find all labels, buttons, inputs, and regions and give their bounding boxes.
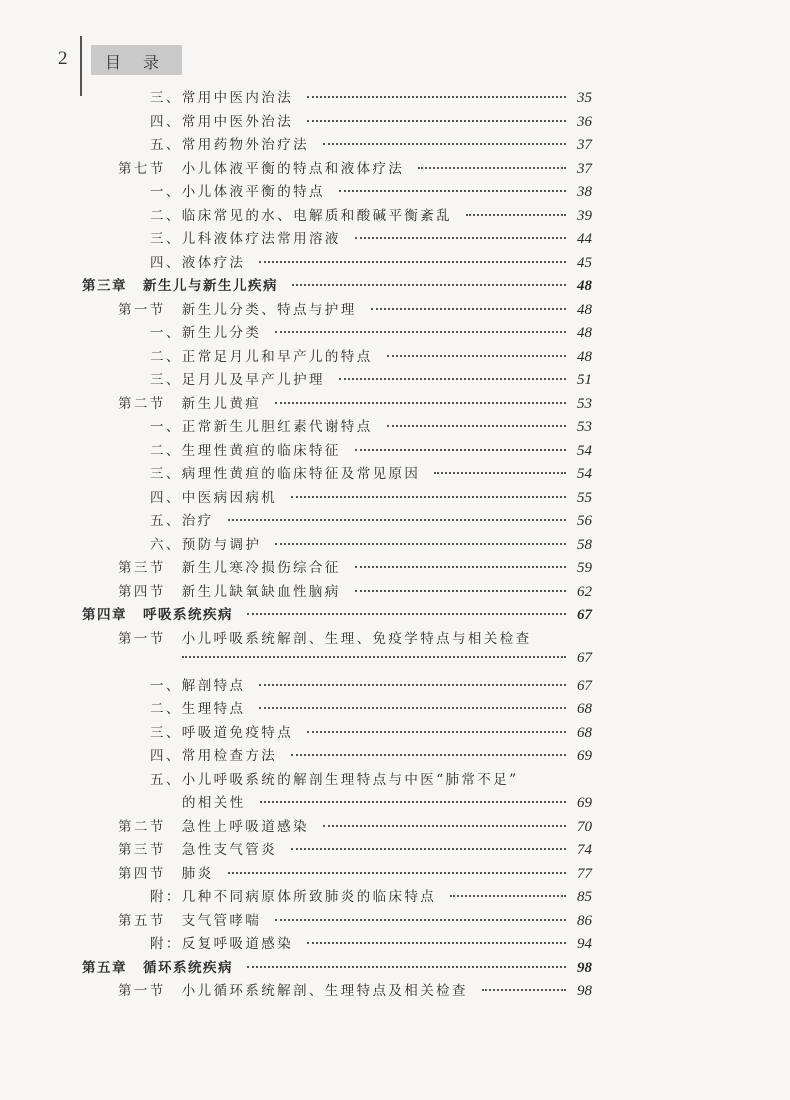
toc-section — [82, 979, 592, 1003]
toc-label: 第一节 — [118, 301, 166, 318]
toc-title: 三、足月儿及早产儿护理 — [150, 372, 325, 388]
toc-page-number: 59 — [577, 560, 592, 576]
toc-title: 四、常用检查方法 — [150, 748, 278, 764]
dot-leader — [247, 966, 566, 968]
toc-label: 第五章 — [82, 959, 127, 976]
toc-page-number: 77 — [577, 865, 592, 882]
toc-section — [82, 909, 592, 933]
toc-continuation — [82, 791, 592, 815]
toc-label: 第三节 — [118, 842, 166, 858]
toc-page-number: 35 — [577, 90, 592, 106]
toc-title: 一、新生儿分类 — [150, 325, 262, 341]
toc-page-number: 38 — [577, 184, 592, 200]
toc-page-number: 62 — [577, 583, 592, 600]
toc-title: 小儿呼吸系统解剖、生理、免疫学特点与相关检查 — [181, 630, 532, 647]
toc-page-number: 48 — [577, 348, 592, 365]
toc-page-number: 44 — [577, 231, 592, 247]
toc-page-number: 70 — [577, 818, 592, 835]
dot-leader — [355, 449, 566, 451]
dot-leader — [355, 590, 566, 592]
toc-item — [82, 345, 592, 369]
toc-page-number: 45 — [577, 254, 592, 271]
toc-title: 二、生理特点 — [150, 701, 246, 717]
toc-page-number: 55 — [577, 489, 592, 506]
dot-leader — [371, 308, 566, 310]
toc-section — [82, 627, 592, 651]
dot-leader — [228, 519, 566, 521]
toc-continuation — [82, 650, 592, 674]
toc-page-number: 36 — [577, 113, 592, 130]
header-char-2: 录 — [143, 53, 160, 72]
toc-title: 四、液体疗法 — [150, 254, 246, 271]
dot-leader — [291, 848, 566, 850]
toc-title: 急性上呼吸道感染 — [181, 818, 309, 835]
toc-title: 支气管哮喘 — [181, 912, 262, 929]
dot-leader — [259, 707, 566, 709]
toc-section — [82, 157, 592, 181]
toc-page-number: 68 — [577, 724, 592, 741]
toc-title: 新生儿黄疸 — [181, 395, 262, 412]
toc-page-number: 74 — [577, 842, 592, 858]
toc-label: 第四节 — [118, 865, 166, 882]
toc-title: 一、解剖特点 — [150, 677, 246, 694]
dot-leader — [259, 261, 566, 263]
dot-leader — [339, 378, 566, 380]
toc-item — [82, 415, 592, 439]
dot-leader — [307, 942, 566, 944]
toc-title: 新生儿缺氧缺血性脑病 — [181, 583, 341, 600]
dot-leader — [259, 684, 566, 686]
toc-label: 第三章 — [82, 278, 127, 294]
toc-item — [82, 227, 592, 251]
dot-leader — [307, 731, 566, 733]
toc-page-number: 86 — [577, 912, 592, 929]
dot-leader — [450, 895, 566, 897]
toc-page-number: 58 — [577, 536, 592, 553]
toc-item — [82, 368, 592, 392]
toc-chapter — [82, 603, 592, 627]
dot-leader — [323, 825, 566, 827]
toc-label: 第二节 — [118, 395, 166, 412]
toc-title: 肺炎 — [181, 865, 214, 882]
toc-item — [82, 439, 592, 463]
toc-page-number: 69 — [577, 748, 592, 764]
toc-page-number: 68 — [577, 701, 592, 717]
toc-item — [82, 932, 592, 956]
toc-label: 第一节 — [118, 630, 166, 647]
toc-title: 小儿循环系统解剖、生理特点及相关检查 — [181, 983, 468, 999]
toc-label: 第四章 — [82, 607, 127, 623]
toc-chapter — [82, 274, 592, 298]
toc-title: 新生儿与新生儿疾病 — [143, 278, 278, 294]
dot-leader — [387, 355, 566, 357]
dot-leader — [482, 989, 566, 991]
toc-title: 循环系统疾病 — [143, 959, 233, 976]
header-char-1: 目 — [105, 53, 122, 72]
toc-title: 二、临床常见的水、电解质和酸碱平衡紊乱 — [150, 207, 453, 224]
toc-section — [82, 815, 592, 839]
toc-section — [82, 298, 592, 322]
toc-title: 二、正常足月儿和早产儿的特点 — [150, 348, 373, 365]
toc-page-number: 48 — [577, 325, 592, 341]
toc-title: 三、常用中医内治法 — [150, 90, 294, 106]
toc-page-number: 37 — [577, 160, 592, 177]
toc-label: 第四节 — [118, 583, 166, 600]
toc-item — [82, 721, 592, 745]
dot-leader — [275, 331, 566, 333]
table-of-contents — [82, 86, 592, 1003]
toc-title: 新生儿分类、特点与护理 — [181, 301, 357, 318]
toc-title: 小儿体液平衡的特点和液体疗法 — [181, 160, 405, 177]
toc-item — [82, 697, 592, 721]
dot-leader — [275, 919, 566, 921]
toc-label: 第五节 — [118, 912, 166, 929]
toc-title: 一、小儿体液平衡的特点 — [150, 184, 325, 200]
toc-page-number: 67 — [577, 607, 592, 623]
toc-title: 三、呼吸道免疫特点 — [150, 724, 294, 741]
toc-item — [82, 180, 592, 204]
toc-page-number: 53 — [577, 395, 592, 412]
toc-page-number: 53 — [577, 419, 592, 435]
toc-title: 附：反复呼吸道感染 — [150, 936, 294, 952]
dot-leader — [355, 237, 566, 239]
toc-item — [82, 509, 592, 533]
toc-page-number: 85 — [577, 889, 592, 905]
dot-leader — [291, 496, 566, 498]
toc-page-number: 98 — [577, 983, 592, 999]
toc-item — [82, 885, 592, 909]
dot-leader — [182, 656, 566, 658]
toc-chapter — [82, 956, 592, 980]
toc-page-number: 54 — [577, 442, 592, 459]
toc-item — [82, 251, 592, 275]
running-header — [91, 45, 182, 75]
dot-leader — [228, 872, 566, 874]
toc-title-continued: 的相关性 — [182, 795, 246, 811]
toc-item — [82, 86, 592, 110]
toc-section — [82, 862, 592, 886]
page-number: 2 — [58, 48, 68, 69]
dot-leader — [247, 613, 566, 615]
toc-label: 第二节 — [118, 818, 166, 835]
toc-label: 第三节 — [118, 560, 166, 576]
dot-leader — [292, 284, 566, 286]
toc-title: 附：几种不同病原体所致肺炎的临床特点 — [150, 889, 437, 905]
toc-title: 五、治疗 — [150, 513, 214, 529]
toc-page-number: 98 — [577, 959, 592, 976]
dot-leader — [307, 120, 566, 122]
toc-section — [82, 838, 592, 862]
toc-item — [82, 674, 592, 698]
toc-page-number: 51 — [577, 372, 592, 388]
dot-leader — [323, 143, 566, 145]
toc-section — [82, 392, 592, 416]
toc-page-number: 67 — [577, 677, 592, 694]
toc-page-number: 48 — [577, 278, 592, 294]
toc-title: 新生儿寒冷损伤综合征 — [181, 560, 341, 576]
toc-section — [82, 556, 592, 580]
dot-leader — [466, 214, 566, 216]
toc-page-number: 54 — [577, 466, 592, 482]
toc-page-number: 67 — [577, 650, 592, 666]
toc-title: 一、正常新生儿胆红素代谢特点 — [150, 419, 373, 435]
toc-item — [82, 204, 592, 228]
toc-label: 第一节 — [118, 983, 166, 999]
toc-title: 三、儿科液体疗法常用溶液 — [150, 231, 341, 247]
toc-item — [82, 462, 592, 486]
toc-item — [82, 533, 592, 557]
toc-page-number: 48 — [577, 301, 592, 318]
toc-title: 六、预防与调护 — [150, 536, 262, 553]
dot-leader — [418, 167, 566, 169]
toc-item — [82, 321, 592, 345]
toc-item — [82, 744, 592, 768]
toc-title: 五、小儿呼吸系统的解剖生理特点与中医“肺常不足” — [150, 771, 519, 788]
dot-leader — [275, 402, 566, 404]
toc-page-number: 56 — [577, 513, 592, 529]
toc-title: 四、常用中医外治法 — [150, 113, 294, 130]
dot-leader — [291, 754, 566, 756]
toc-title: 三、病理性黄疸的临床特征及常见原因 — [150, 466, 421, 482]
toc-title: 二、生理性黄疸的临床特征 — [150, 442, 341, 459]
toc-section — [82, 580, 592, 604]
toc-item — [82, 486, 592, 510]
toc-page-number: 39 — [577, 207, 592, 224]
dot-leader — [387, 425, 566, 427]
dot-leader — [275, 543, 566, 545]
dot-leader — [355, 566, 566, 568]
toc-item — [82, 768, 592, 792]
dot-leader — [339, 190, 566, 192]
toc-item — [82, 110, 592, 134]
toc-title: 急性支气管炎 — [181, 842, 278, 858]
toc-item — [82, 133, 592, 157]
dot-leader — [307, 96, 566, 98]
toc-page-number: 69 — [577, 795, 592, 811]
dot-leader — [260, 801, 566, 803]
toc-label: 第七节 — [118, 160, 166, 177]
dot-leader — [434, 472, 566, 474]
toc-title: 四、中医病因病机 — [150, 489, 278, 506]
toc-title: 呼吸系统疾病 — [143, 607, 233, 623]
toc-page-number: 37 — [577, 137, 592, 153]
toc-title: 五、常用药物外治疗法 — [150, 137, 309, 153]
toc-page-number: 94 — [577, 936, 592, 952]
